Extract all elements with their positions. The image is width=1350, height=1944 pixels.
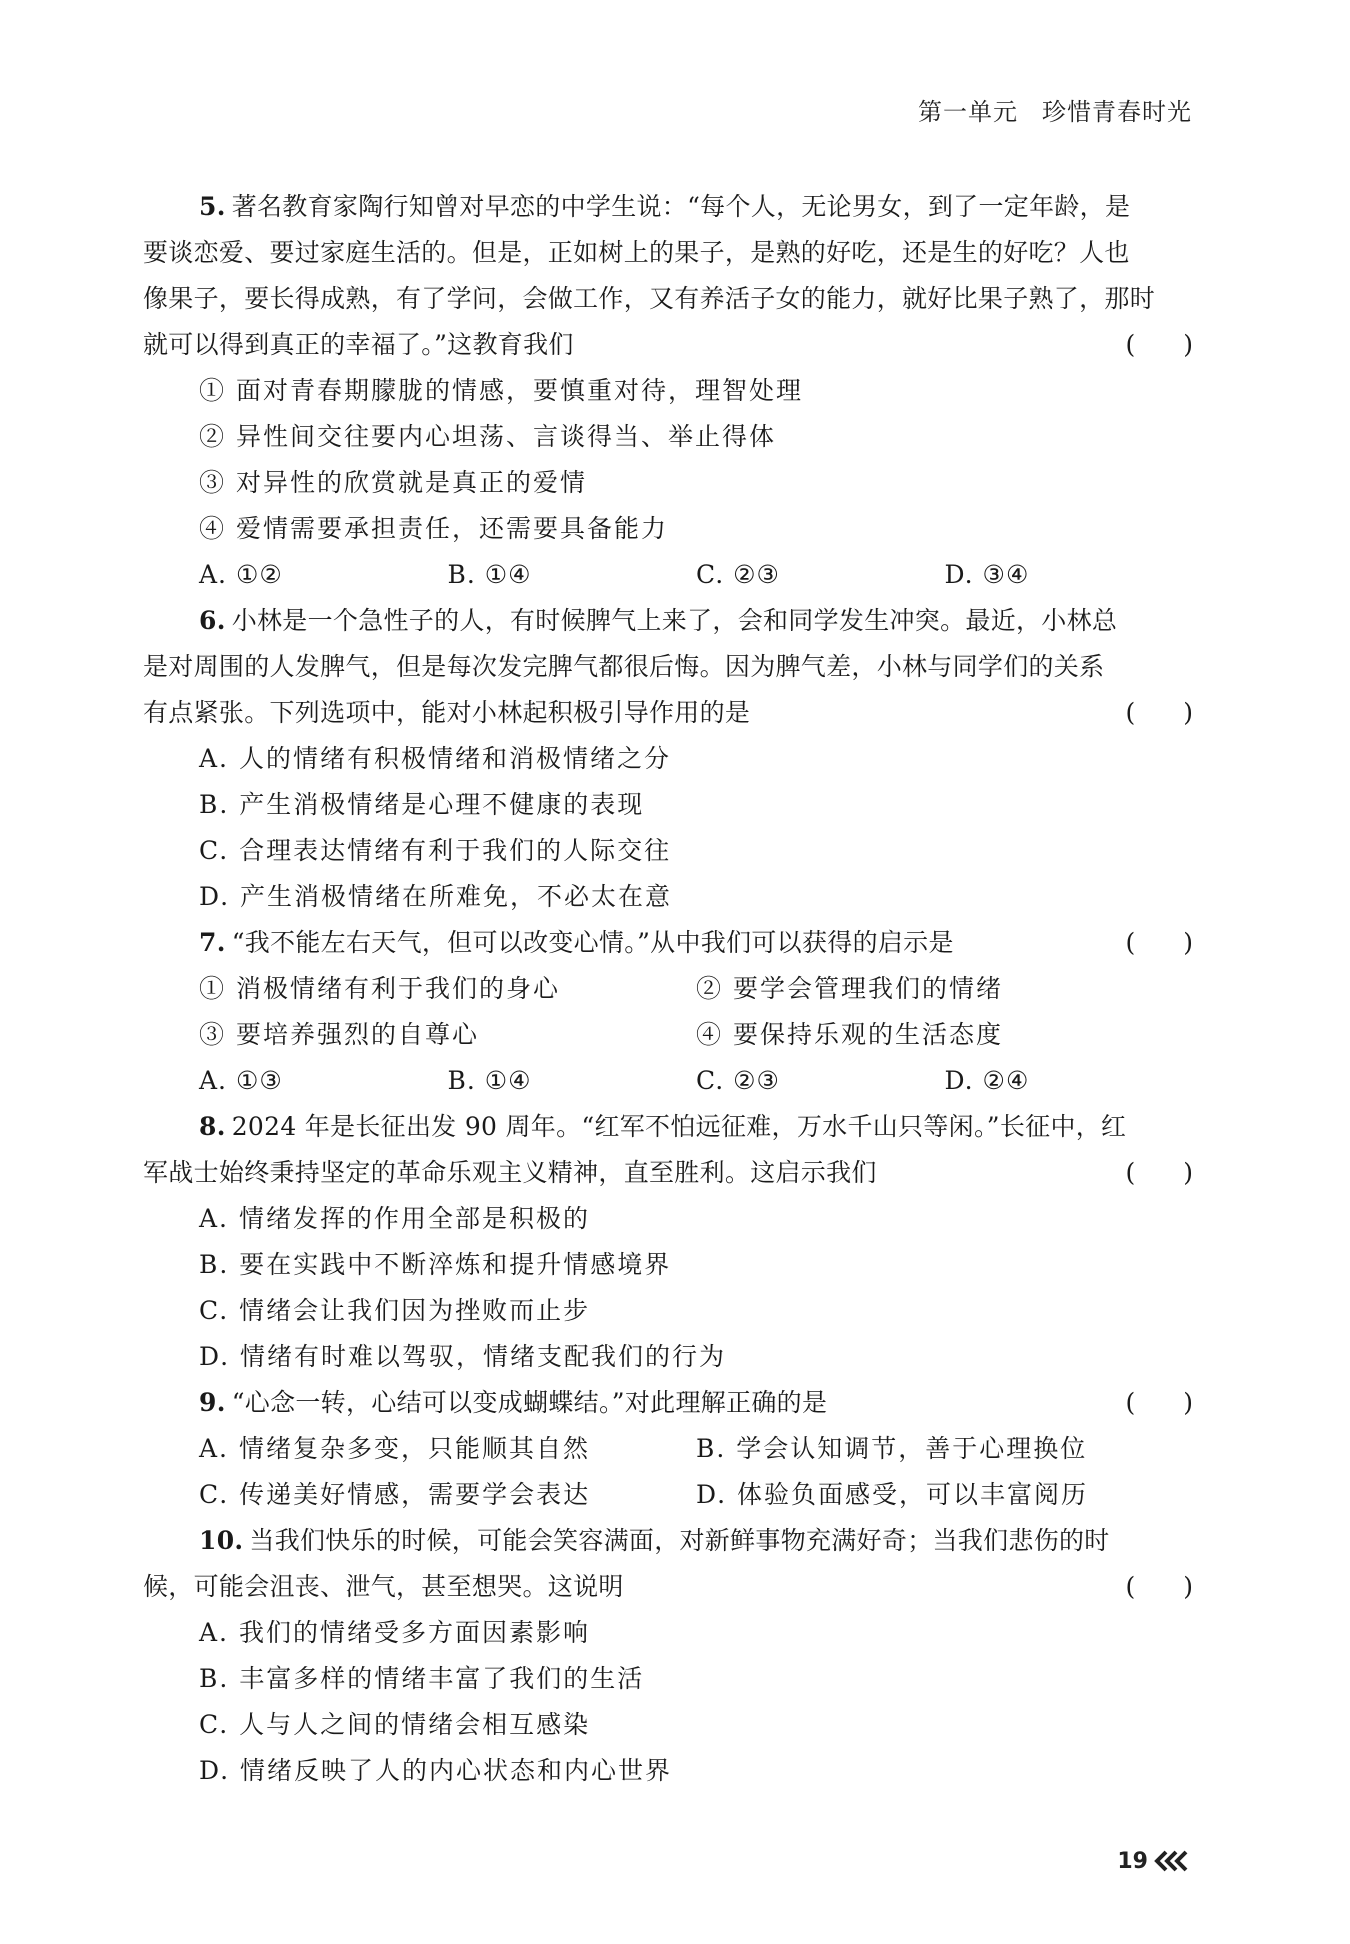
question-number: 8. (199, 1112, 226, 1141)
option-c[interactable]: C. 传递美好情感，需要学会表达 (199, 1480, 591, 1509)
option-a[interactable]: A. 情绪发挥的作用全部是积极的 (199, 1204, 590, 1233)
question-stem-line: 像果子，要长得成熟，有了学问，会做工作，又有养活子女的能力，就好比果子熟了，那时 (143, 284, 1156, 313)
statement-item: ② 异性间交往要内心坦荡、言谈得当、举止得体 (199, 422, 776, 451)
question-stem-line: 8. 2024 年是长征出发 90 周年。“红军不怕远征难，万水千山只等闲。”长征中，红 (199, 1112, 1127, 1141)
option-c[interactable]: C. ②③ (696, 1066, 780, 1095)
option-c[interactable]: C. 合理表达情绪有利于我们的人际交往 (199, 836, 672, 865)
answer-blank[interactable]: ( ) (1125, 928, 1193, 957)
option-c[interactable]: C. 人与人之间的情绪会相互感染 (199, 1710, 591, 1739)
unit-label: 第一单元 (918, 98, 1018, 126)
question-7 (143, 920, 1193, 1104)
option-d[interactable]: D. ②④ (944, 1066, 1030, 1095)
question-stem-line: 6. 小林是一个急性子的人，有时候脾气上来了，会和同学发生冲突。最近，小林总 (199, 606, 1118, 635)
question-stem-line: 有点紧张。下列选项中，能对小林起积极引导作用的是 ( ) (143, 690, 1193, 736)
option-b[interactable]: B. 要在实践中不断淬炼和提升情感境界 (199, 1250, 672, 1279)
question-stem-line: 就可以得到真正的幸福了。”这教育我们 ( ) (143, 322, 1193, 368)
question-list (143, 184, 1193, 1794)
statement-item: ① 消极情绪有利于我们的身心 (199, 974, 560, 1003)
option-d[interactable]: D. 情绪有时难以驾驭，情绪支配我们的行为 (199, 1342, 727, 1371)
option-a[interactable]: A. 情绪复杂多变，只能顺其自然 (199, 1434, 590, 1463)
option-d[interactable]: D. 体验负面感受，可以丰富阅历 (696, 1480, 1089, 1509)
question-6 (143, 598, 1193, 920)
option-row (143, 552, 1193, 598)
triple-chevron-left-icon (1154, 1849, 1190, 1873)
question-stem-line: 5. 著名教育家陶行知曾对早恋的中学生说：“每个人，无论男女，到了一定年龄，是 (199, 192, 1131, 221)
question-10 (143, 1518, 1193, 1794)
option-row (143, 1426, 1193, 1472)
running-header (918, 92, 1192, 127)
statement-row (143, 1012, 1193, 1058)
question-number: 6. (199, 606, 226, 635)
question-stem-line: 10. 当我们快乐的时候，可能会笑容满面，对新鲜事物充满好奇；当我们悲伤的时 (199, 1526, 1110, 1555)
question-number: 7. (199, 928, 226, 957)
option-c[interactable]: C. ②③ (696, 560, 780, 589)
question-8 (143, 1104, 1193, 1380)
answer-blank[interactable]: ( ) (1125, 698, 1193, 727)
question-stem-line: 要谈恋爱、要过家庭生活的。但是，正如树上的果子，是熟的好吃，还是生的好吃？人也 (143, 238, 1130, 267)
question-5 (143, 184, 1193, 598)
option-b[interactable]: B. ①④ (447, 1066, 532, 1095)
statement-item: ④ 爱情需要承担责任，还需要具备能力 (199, 514, 668, 543)
statement-item: ③ 对异性的欣赏就是真正的爱情 (199, 468, 587, 497)
question-number: 9. (199, 1388, 226, 1417)
option-row (143, 1058, 1193, 1104)
answer-blank[interactable]: ( ) (1125, 1572, 1193, 1601)
page-footer (1117, 1843, 1190, 1879)
option-b[interactable]: B. 丰富多样的情绪丰富了我们的生活 (199, 1664, 645, 1693)
option-d[interactable]: D. 情绪反映了人的内心状态和内心世界 (199, 1756, 673, 1785)
question-9 (143, 1380, 1193, 1518)
option-d[interactable]: D. ③④ (944, 560, 1030, 589)
question-stem-line: 9. “心念一转，心结可以变成蝴蝶结。”对此理解正确的是 ( ) (143, 1380, 1193, 1426)
page-number: 19 (1117, 1848, 1148, 1874)
statement-item: ③ 要培养强烈的自尊心 (199, 1020, 479, 1049)
option-a[interactable]: A. 人的情绪有积极情绪和消极情绪之分 (199, 744, 671, 773)
statement-item: ④ 要保持乐观的生活态度 (696, 1020, 1003, 1049)
option-a[interactable]: A. ①② (199, 560, 283, 589)
option-row (143, 1472, 1193, 1518)
statement-row (143, 966, 1193, 1012)
answer-blank[interactable]: ( ) (1125, 1388, 1193, 1417)
question-stem-line: 7. “我不能左右天气，但可以改变心情。”从中我们可以获得的启示是 ( ) (143, 920, 1193, 966)
option-b[interactable]: B. ①④ (447, 560, 532, 589)
option-c[interactable]: C. 情绪会让我们因为挫败而止步 (199, 1296, 591, 1325)
option-a[interactable]: A. ①③ (199, 1066, 283, 1095)
option-b[interactable]: B. 产生消极情绪是心理不健康的表现 (199, 790, 645, 819)
answer-blank[interactable]: ( ) (1125, 330, 1193, 359)
question-stem-line: 军战士始终秉持坚定的革命乐观主义精神，直至胜利。这启示我们 ( ) (143, 1150, 1193, 1196)
statement-item: ② 要学会管理我们的情绪 (696, 974, 1003, 1003)
question-number: 5. (199, 192, 226, 221)
statement-item: ① 面对青春期朦胧的情感，要慎重对待，理智处理 (199, 376, 803, 405)
question-number: 10. (199, 1526, 244, 1555)
question-stem-line: 候，可能会沮丧、泄气，甚至想哭。这说明 ( ) (143, 1564, 1193, 1610)
option-b[interactable]: B. 学会认知调节，善于心理换位 (696, 1434, 1088, 1463)
unit-title: 珍惜青春时光 (1042, 98, 1192, 126)
answer-blank[interactable]: ( ) (1125, 1158, 1193, 1187)
question-stem-line: 是对周围的人发脾气，但是每次发完脾气都很后悔。因为脾气差，小林与同学们的关系 (143, 652, 1105, 681)
option-d[interactable]: D. 产生消极情绪在所难免，不必太在意 (199, 882, 673, 911)
option-a[interactable]: A. 我们的情绪受多方面因素影响 (199, 1618, 590, 1647)
